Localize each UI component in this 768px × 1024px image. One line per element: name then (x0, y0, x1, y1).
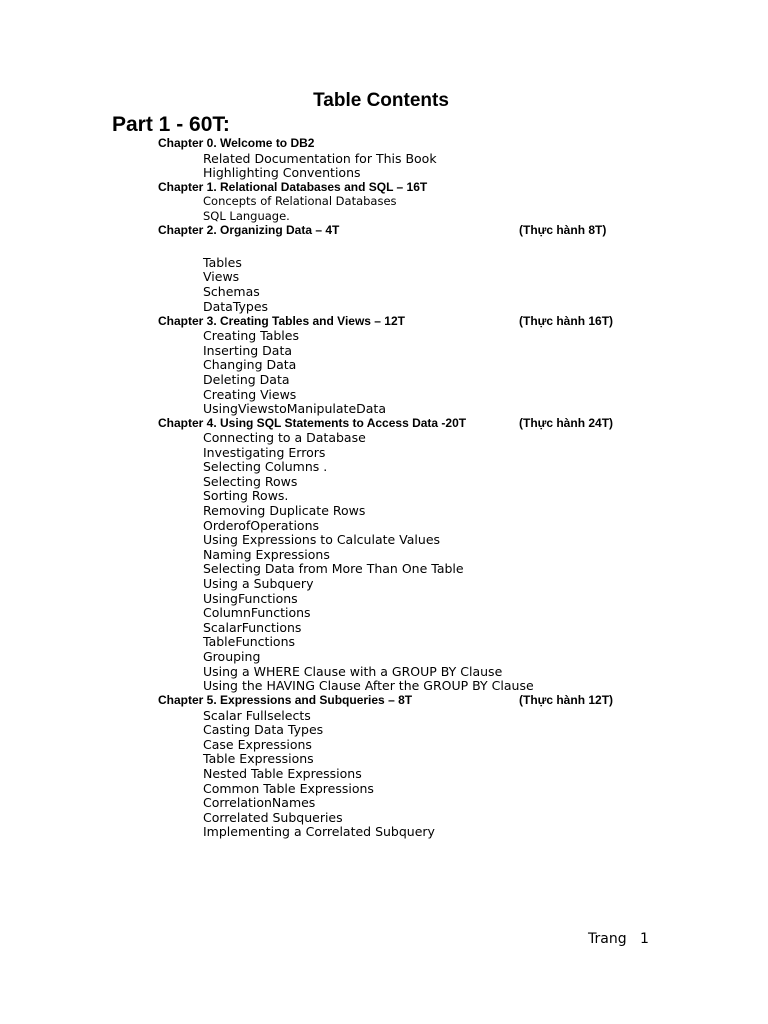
toc-item: CorrelationNames (203, 795, 316, 810)
toc-item: Using a Subquery (203, 576, 314, 591)
toc-item: Selecting Rows (203, 474, 298, 489)
toc-item: Implementing a Correlated Subquery (203, 824, 435, 839)
toc-item: Grouping (203, 649, 261, 664)
toc-item: Investigating Errors (203, 445, 326, 460)
toc-item: Common Table Expressions (203, 781, 374, 796)
chapter-2-heading: Chapter 2. Organizing Data – 4T (158, 223, 340, 237)
toc-item: Concepts of Relational Databases (203, 194, 397, 208)
chapter-0-heading: Chapter 0. Welcome to DB2 (158, 136, 315, 150)
toc-item: Removing Duplicate Rows (203, 503, 366, 518)
chapter-2-practice-note: (Thực hành 8T) (519, 223, 607, 237)
toc-item: Using Expressions to Calculate Values (203, 532, 441, 547)
toc-item: Sorting Rows. (203, 488, 289, 503)
toc-item: Related Documentation for This Book (203, 151, 437, 166)
toc-item: Tables (203, 255, 242, 270)
toc-item: OrderofOperations (203, 518, 320, 533)
toc-item: Selecting Columns . (203, 459, 328, 474)
toc-item: UsingFunctions (203, 591, 298, 606)
chapter-5-practice-note: (Thực hành 12T) (519, 693, 614, 707)
toc-item: UsingViewstoManipulateData (203, 401, 386, 416)
toc-item: Using a WHERE Clause with a GROUP BY Clause (203, 664, 503, 679)
toc-item: SQL Language. (203, 209, 290, 223)
toc-item: Creating Views (203, 387, 297, 402)
chapter-4-practice-note: (Thực hành 24T) (519, 416, 614, 430)
toc-item: Naming Expressions (203, 547, 330, 562)
chapter-4-heading: Chapter 4. Using SQL Statements to Access Data -20T (158, 416, 467, 430)
toc-item: Views (203, 269, 240, 284)
toc-item: Case Expressions (203, 737, 312, 752)
page-footer (588, 930, 649, 948)
page-number: 1 (639, 931, 649, 947)
footer-label: Trang (588, 931, 627, 947)
toc-item: ScalarFunctions (203, 620, 302, 635)
part-heading: Part 1 - 60T: (112, 113, 230, 136)
toc-item: Inserting Data (203, 343, 293, 358)
toc-item: Highlighting Conventions (203, 165, 361, 180)
toc-item: TableFunctions (203, 634, 296, 649)
toc-item: DataTypes (203, 299, 269, 314)
toc-item: Creating Tables (203, 328, 299, 343)
chapter-3-heading: Chapter 3. Creating Tables and Views – 12T (158, 314, 405, 328)
chapter-3-practice-note: (Thực hành 16T) (519, 314, 614, 328)
toc-item: Table Expressions (203, 751, 314, 766)
toc-item: Schemas (203, 284, 260, 299)
toc-item: Casting Data Types (203, 722, 324, 737)
toc-item: Connecting to a Database (203, 430, 366, 445)
toc-item: Deleting Data (203, 372, 290, 387)
toc-item: Using the HAVING Clause After the GROUP BY Clause (203, 678, 534, 693)
toc-item: ColumnFunctions (203, 605, 311, 620)
chapter-5-heading: Chapter 5. Expressions and Subqueries – 8T (158, 693, 413, 707)
toc-item: Changing Data (203, 357, 297, 372)
chapter-1-heading: Chapter 1. Relational Databases and SQL – 16T (158, 180, 428, 194)
page-title: Table Contents (313, 90, 449, 111)
toc-item: Correlated Subqueries (203, 810, 343, 825)
toc-item: Nested Table Expressions (203, 766, 362, 781)
toc-item: Selecting Data from More Than One Table (203, 561, 464, 576)
toc-item: Scalar Fullselects (203, 708, 311, 723)
